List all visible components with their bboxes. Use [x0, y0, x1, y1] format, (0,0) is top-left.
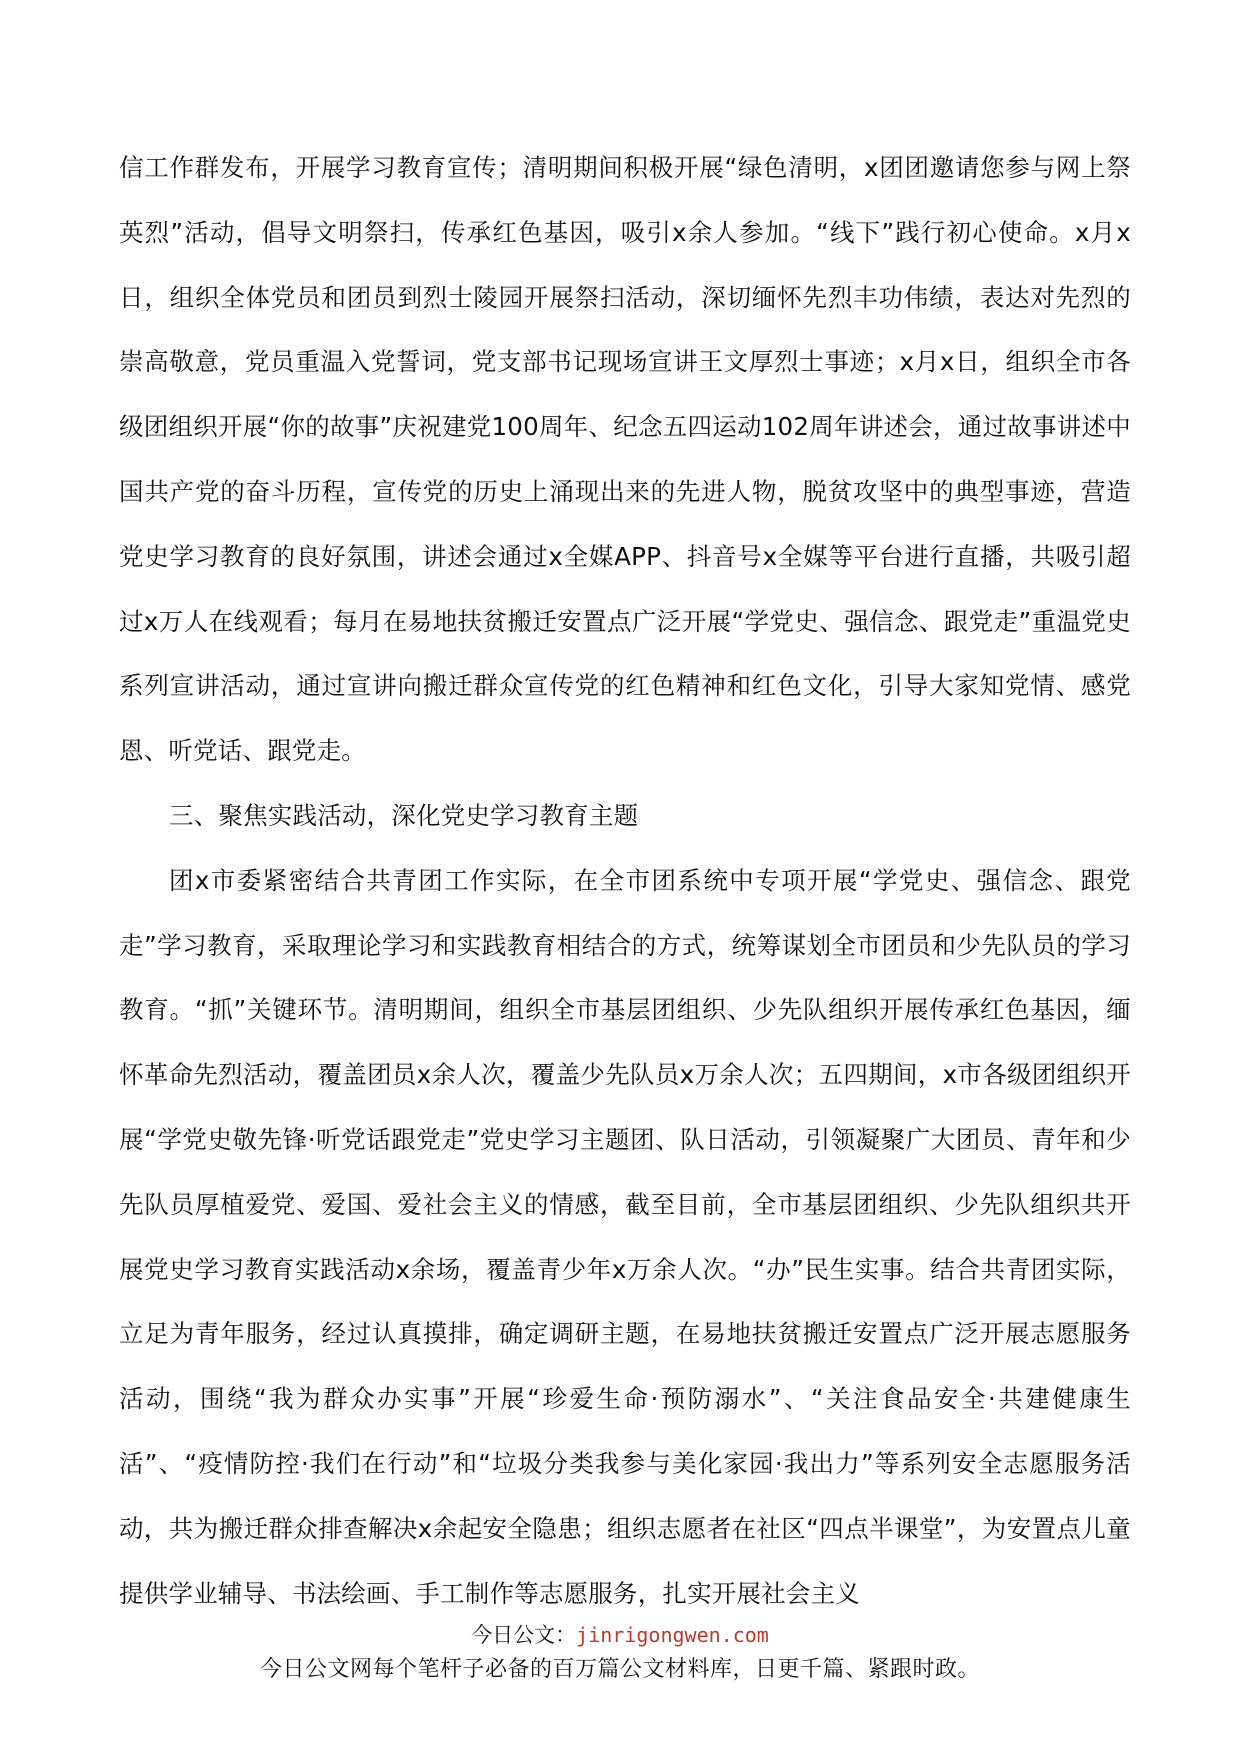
document-body	[119, 136, 1131, 1626]
footer-site-label: 今日公文：	[471, 1623, 577, 1647]
paragraph-body: 团x市委紧密结合共青团工作实际，在全市团系统中专项开展“学党史、强信念、跟党走”学习教育，采取理论学习和实践教育相结合的方式，统筹谋划全市团员和少先队员的学习教育。“抓”关键环节。清明期间，组织全市基层团组织、少先队组织开展传承红色基因，缅怀革命先烈活动，覆盖团员x余人次，覆盖少先队员x万余人次；五四期间，x市各级团组织开展“学党史敬先锋·听党话跟党走”党史学习主题团、队日活动，引领凝聚广大团员、青年和少先队员厚植爱党、爱国、爱社会主义的情感，截至目前，全市基层团组织、少先队组织共开展党史学习教育实践活动x余场，覆盖青少年x万余人次。“办”民生实事。结合共青团实际，立足为青年服务，经过认真摸排，确定调研主题，在易地扶贫搬迁安置点广泛开展志愿服务活动，围绕“我为群众办实事”开展“珍爱生命·预防溺水”、“关注食品安全·共建健康生活”、“疫情防控·我们在行动”和“垃圾分类我参与美化家园·我出力”等系列安全志愿服务活动，共为搬迁群众排查解决x余起安全隐患；组织志愿者在社区“四点半课堂”，为安置点儿童提供学业辅导、书法绘画、手工制作等志愿服务，扎实开展社会主义	[119, 865, 1131, 1608]
paragraph-continuation: 信工作群发布，开展学习教育宣传；清明期间积极开展“绿色清明，x团团邀请您参与网上祭英烈”活动，倡导文明祭扫，传承红色基因，吸引x余人参加。“线下”践行初心使命。x月x日，组织全体党员和团员到烈士陵园开展祭扫活动，深切缅怀先烈丰功伟绩，表达对先烈的崇高敬意，党员重温入党誓词，党支部书记现场宣讲王文厚烈士事迹；x月x日，组织全市各级团组织开展“你的故事”庆祝建党100周年、纪念五四运动102周年讲述会，通过故事讲述中国共产党的奋斗历程，宣传党的历史上涌现出来的先进人物，脱贫攻坚中的典型事迹，营造党史学习教育的良好氛围，讲述会通过x全媒APP、抖音号x全媒等平台进行直播，共吸引超过x万人在线观看；每月在易地扶贫搬迁安置点广泛开展“学党史、强信念、跟党走”重温党史系列宣讲活动，通过宣讲向搬迁群众宣传党的红色精神和红色文化，引导大家知党情、感党恩、听党话、跟党走。	[119, 153, 1131, 766]
footer-site	[0, 1620, 1240, 1650]
footer-slogan: 今日公文网每个笔杆子必备的百万篇公文材料库，日更千篇、紧跟时政。	[259, 1657, 980, 1682]
section-heading: 三、聚焦实践活动，深化党史学习教育主题	[169, 800, 639, 830]
footer-site-link[interactable]: jinrigongwen.com	[576, 1623, 769, 1647]
